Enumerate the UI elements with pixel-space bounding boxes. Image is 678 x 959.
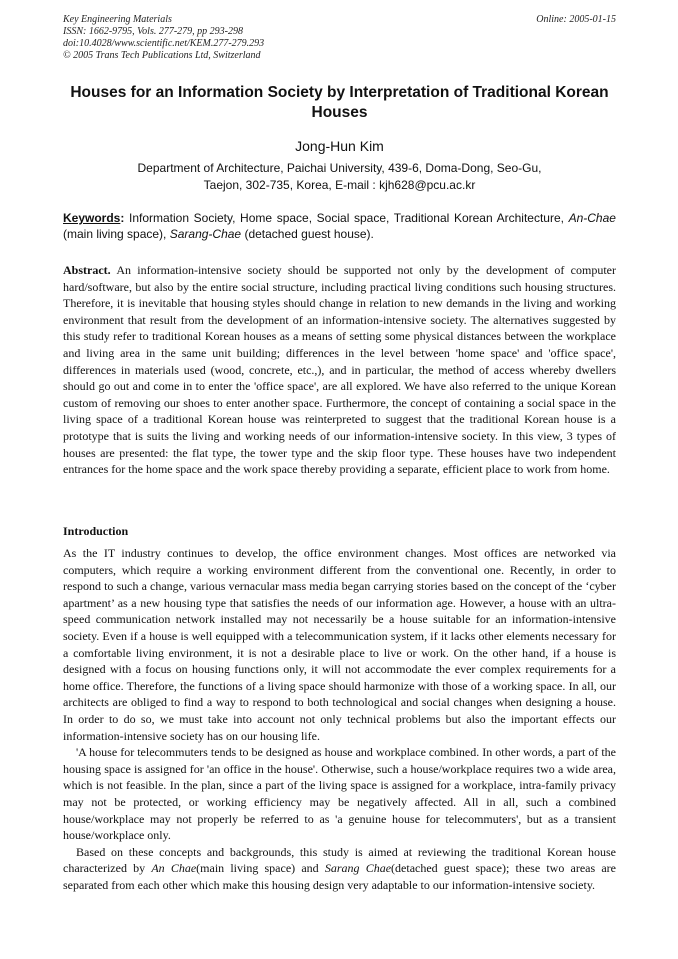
journal-header — [63, 14, 616, 62]
keywords-text-2: (main living space), — [63, 227, 167, 241]
online-date: Online: 2005-01-15 — [536, 14, 616, 25]
introduction-body — [63, 545, 616, 893]
doi-line: doi:10.4028/www.scientific.net/KEM.277-279.293 — [63, 38, 265, 49]
intro-paragraph-1: As the IT industry continues to develop, the office environment changes. Most offices are networked via computers, which require a working environment different from the conventional one. Recently, in order to respond to such a change, various vernacular mass media began carrying stories based on the concept of the ‘cyber apartment’ as a new housing type that satisfies the needs of our information age. However, a house with an ultra-speed communication network installed may not necessarily be a house suitable for an information-intensive society. Even if a house is well equipped with a telecommunication system, if it lacks other elements necessary for a comfortable living environment, it is not a desirable place to live or work. On the other hand, if a house is designed with a focus on housing functions only, it will not accommodate the ever complex requirements for a home office. Therefore, the functions of a living space should harmonize with those of a working space. In all, our architects are obliged to find a way to respond to both technological and social changes when designing a house. In order to do so, we must take into account not only technical problems but also the important effects our information-intensive society has on our housing life. — [63, 546, 616, 743]
intro-paragraph-2: 'A house for telecommuters tends to be designed as house and workplace combined. In other words, a part of the housing space is assigned for 'an office in the house'. Otherwise, such a house/workplace requires two a wide area, which is not feasible. In the plan, since a part of the living space is assigned for a workplace, intra-family privacy may not be protected, or working efficiency may be negatively affected. All in all, such a combined house/workplace may not properly be referred to as 'a genuine house for telecommuters', but as a transient house/workplace only. — [63, 745, 616, 843]
intro-term-anchae: An Chae — [151, 861, 197, 876]
journal-name: Key Engineering Materials — [63, 14, 172, 25]
keywords-label: Keywords — [63, 211, 121, 225]
intro-paragraph-3 — [63, 844, 616, 894]
keyword-term-sarangchae: Sarang-Chae — [169, 227, 242, 241]
intro-p3-text-a: Based on these concepts and backgrounds, this study is aimed at reviewing the traditional Korean house characterized by — [63, 844, 616, 876]
affiliation-line-2: Taejon, 302-735, Korea, E-mail : kjh628@pcu.ac.kr — [203, 178, 476, 192]
intro-term-sarangchae: Sarang Chae — [324, 861, 392, 876]
intro-p3-text-b: (main living space) and — [196, 861, 319, 876]
abstract — [63, 262, 616, 478]
intro-p3-text-c: (detached guest space); these two areas are separated from each other which make this housing design very adaptable to our information-intensive society. — [63, 861, 616, 892]
affiliation — [63, 160, 616, 194]
copyright-line: © 2005 Trans Tech Publications Ltd, Switzerland — [63, 50, 261, 61]
keywords-text-3: (detached guest house). — [244, 227, 374, 241]
abstract-text: An information-intensive society should be supported not only by the development of computer hard/software, but also by the entire social structure, including practical living conditions such housing structures. Therefore, it is inevitable that housing styles should change in relation to new demands in the living and working environment that result from the development of an information-intensive society. The alternatives suggested by this study refer to traditional Korean houses as a means of setting some physical distances between the workplace and living area in the same unit building; differences in the level between 'home space' and 'office space', differences in materials used (wood, concrete, etc.,), and in particular, the method of access whereby dwellers should go out and come in to enter the 'office space', are all explored. We have also referred to the unique Korean custom of removing our shoes to enter another space. Furthermore, the concept of containing a social space in the living space of a traditional Korean house was reinterpreted to suggest that the traditional Korean house is a prototype that is suits the living and working needs of our information-intensive society. In this view, 3 types of houses are presented: the flat type, the tower type and the skip floor type. These houses have two independent entrances for the home space and the work space thereby providing a separate, efficient place to work from home. — [63, 263, 616, 477]
affiliation-line-1: Department of Architecture, Paichai University, 439-6, Doma-Dong, Seo-Gu, — [137, 161, 542, 175]
abstract-label: Abstract. — [63, 263, 111, 277]
author-name: Jong-Hun Kim — [295, 138, 384, 154]
keyword-term-anchae: An-Chae — [568, 211, 616, 225]
keywords-text-1: Information Society, Home space, Social space, Traditional Korean Architecture, — [128, 211, 564, 225]
paper-title: Houses for an Information Society by Interpretation of Traditional Korean Houses — [70, 84, 609, 121]
issn-line: ISSN: 1662-9795, Vols. 277-279, pp 293-298 — [63, 26, 243, 37]
introduction-heading: Introduction — [63, 524, 129, 538]
keywords: Keywords: Information Society, Home space, Social space, Traditional Korean Architecture, An-Chae (main living space), Sarang-Chae (detached guest house). — [63, 211, 616, 241]
